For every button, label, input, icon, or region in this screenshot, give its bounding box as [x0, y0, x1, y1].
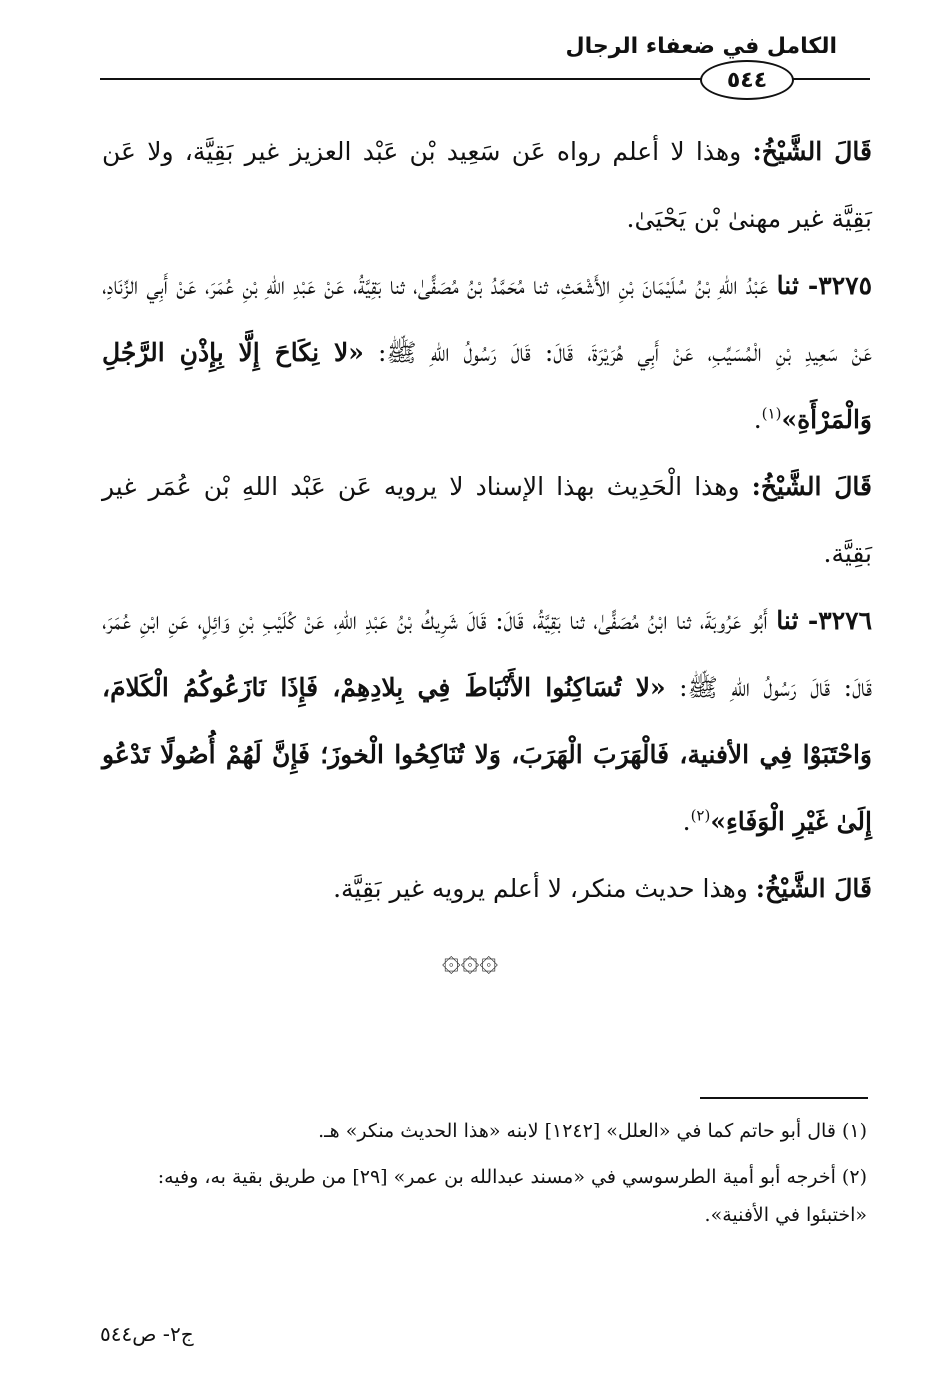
- page-number-badge: ٥٤٤: [700, 60, 794, 100]
- header-rule-right: [790, 78, 870, 80]
- speaker-label: قَالَ الشَّيْخُ:: [755, 874, 872, 903]
- footnote-marker[interactable]: (١): [761, 404, 782, 423]
- period: .: [682, 807, 691, 836]
- hadith-quote: «لا نِكَاحَ إِلَّا بِإِذْنِ الرَّجُلِ وَالْمَرْأَةِ»: [102, 338, 872, 434]
- paragraph: [102, 453, 872, 587]
- footnote-rule: [700, 1097, 868, 1099]
- header-rule: [100, 78, 790, 80]
- section-ornament: ۞۞۞: [441, 940, 499, 978]
- speaker-label: قَالَ الشَّيْخُ:: [752, 137, 872, 166]
- period: .: [753, 405, 762, 434]
- footnotes: [97, 1112, 867, 1242]
- footnote: (١) قال أبو حاتم كما في «العلل» [١٢٤٢] لابنه «هذا الحديث منكر» هـ.: [318, 1120, 867, 1142]
- main-text: [102, 118, 872, 922]
- paragraph: [102, 118, 872, 252]
- paragraph-text: وهذا لا أعلم رواه عَن سَعِيد بْن عَبْد العزيز غير بَقِيَّة، ولا عَن بَقِيَّة غير مهنىٰ بْن يَحْيَىٰ.: [102, 137, 872, 233]
- footnote: (٢) أخرجه أبو أمية الطرسوسي في «مسند عبدالله بن عمر» [٢٩] من طريق بقية به، وفيه: «اختبئوا في الأفنية».: [157, 1166, 867, 1226]
- speaker-label: قَالَ الشَّيْخُ:: [751, 472, 872, 501]
- hadith-number: ٣٢٧٥- ثنا: [776, 271, 872, 300]
- hadith-quote: «لا تُسَاكِنُوا الأَنْبَاطَ فِي بِلادِهِمْ، فَإِذَا نَازَعُوكُمُ الْكَلامَ، وَاحْتَبَوْا فِي الأفنية، فَالْهَرَبَ الْهَرَبَ، وَلا تُنَاكِحُوا الْخوزَ؛ فَإِنَّ لَهُمْ أُصُولًا تَدْعُو إِلَىٰ غَيْرِ الْوَفَاءِ»: [102, 673, 872, 836]
- hadith-number: ٣٢٧٦- ثنا: [776, 606, 872, 635]
- hadith-chain: عَبْدُ اللهِ بْنُ سُلَيْمَانَ بْنِ الأَشْعَثِ، ثنا مُحَمَّدُ بْنُ مُصَفًّىٰ، ثنا بَقِيَّةُ، عَنْ عَبْدِ اللهِ بْنِ عُمَرَ، عَنْ أَبِي الزِّنَادِ، عَنْ سَعِيدِ بْنِ الْمُسَيِّبِ، عَنْ أَبِي هُرَيْرَةَ، قَالَ: قَالَ رَسُولُ اللهِ ﷺ:: [102, 271, 873, 367]
- footnote-marker[interactable]: (٢): [690, 806, 711, 825]
- page-reference: ج٢- ص٥٤٤: [100, 1322, 194, 1346]
- paragraph: [102, 855, 872, 922]
- hadith-3275: [102, 252, 872, 453]
- hadith-chain: أَبُو عَرُوبَةَ، ثنا ابْنُ مُصَفًّىٰ، ثنا بَقِيَّةُ، قَالَ: قَالَ شَرِيكُ بْنُ عَبْدِ اللهِ، عَنْ كُلَيْبِ بْنِ وَائِلٍ، عَنِ ابْنِ عُمَرَ، قَالَ: قَالَ رَسُولُ اللهِ ﷺ:: [102, 606, 872, 702]
- hadith-3276: [102, 587, 872, 855]
- paragraph-text: وهذا حديث منكر، لا أعلم يرويه غير بَقِيَّة.: [333, 874, 756, 903]
- paragraph-text: وهذا الْحَدِيث بهذا الإسناد لا يرويه عَن عَبْد اللهِ بْن عُمَر غير بَقِيَّة.: [102, 472, 872, 568]
- running-title: الكامل في ضعفاء الرجال: [565, 34, 837, 59]
